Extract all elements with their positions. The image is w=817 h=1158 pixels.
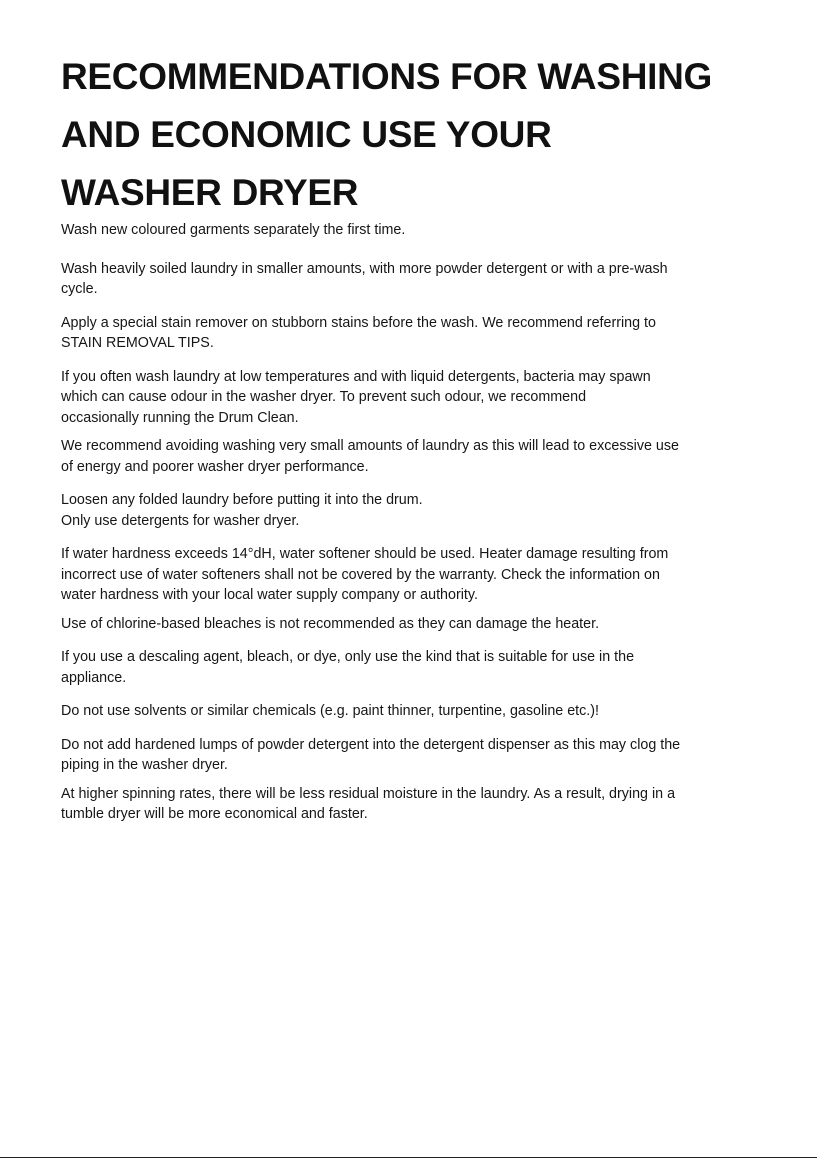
paragraph-line: which can cause odour in the washer dryer. To prevent such odour, we recommend [61, 389, 587, 405]
paragraph-line: If you use a descaling agent, bleach, or dye, only use the kind that is suitable for use in the [61, 649, 635, 665]
title-line-3: WASHER DRYER [61, 172, 359, 213]
title-line-2: AND ECONOMIC USE YOUR [61, 114, 552, 155]
paragraph-line: water hardness with your local water supply company or authority. [61, 587, 478, 603]
paragraph-line: Wash new coloured garments separately the first time. [61, 222, 406, 238]
paragraph-bacteria-odour [61, 367, 751, 429]
paragraph-small-amounts [61, 436, 751, 477]
paragraph-heavily-soiled [61, 259, 751, 300]
paragraph-line: We recommend avoiding washing very small amounts of laundry as this will lead to excessive use [61, 438, 679, 454]
page-title [61, 48, 781, 222]
paragraph-line: If you often wash laundry at low temperatures and with liquid detergents, bacteria may spawn [61, 368, 651, 385]
paragraph-line: Wash heavily soiled laundry in smaller amounts, with more powder detergent or with a pre-wash [61, 260, 668, 277]
paragraph-line: Use of chlorine-based bleaches is not recommended as they can damage the heater. [61, 615, 600, 632]
paragraph-loosen-laundry [61, 490, 751, 531]
paragraph-line: occasionally running the Drum Clean. [61, 409, 299, 426]
paragraph-descaling-agent [61, 647, 751, 688]
paragraph-line: appliance. [61, 669, 127, 686]
paragraph-water-hardness [61, 544, 751, 606]
paragraph-line: STAIN REMOVAL TIPS. [61, 335, 214, 351]
paragraph-solvents [61, 701, 751, 722]
paragraph-line: Apply a special stain remover on stubborn stains before the wash. We recommend referring to [61, 314, 656, 331]
paragraph-line: If water hardness exceeds 14°dH, water softener should be used. Heater damage resulting from [61, 546, 669, 562]
paragraph-line: Loosen any folded laundry before putting it into the drum. [61, 492, 423, 508]
paragraph-hardened-lumps [61, 735, 751, 776]
paragraph-line: tumble dryer will be more economical and faster. [61, 806, 368, 822]
paragraph-line: incorrect use of water softeners shall not be covered by the warranty. Check the information on [61, 566, 660, 583]
paragraph-spinning-rates [61, 784, 751, 825]
recommendations-body [61, 220, 751, 825]
paragraph-line: cycle. [61, 281, 98, 297]
paragraph-stain-remover [61, 313, 751, 354]
paragraph-line: piping in the washer dryer. [61, 757, 228, 773]
paragraph-line: of energy and poorer washer dryer performance. [61, 458, 369, 475]
paragraph-chlorine-bleach [61, 614, 751, 635]
paragraph-line: Only use detergents for washer dryer. [61, 512, 300, 529]
paragraph-line: At higher spinning rates, there will be less residual moisture in the laundry. As a result, drying in a [61, 785, 676, 802]
title-line-1: RECOMMENDATIONS FOR WASHING [61, 56, 713, 97]
paragraph-line: Do not use solvents or similar chemicals (e.g. paint thinner, turpentine, gasoline etc.)! [61, 703, 599, 719]
paragraph-line: Do not add hardened lumps of powder detergent into the detergent dispenser as this may clog the [61, 736, 681, 753]
paragraph-new-garments [61, 220, 751, 241]
